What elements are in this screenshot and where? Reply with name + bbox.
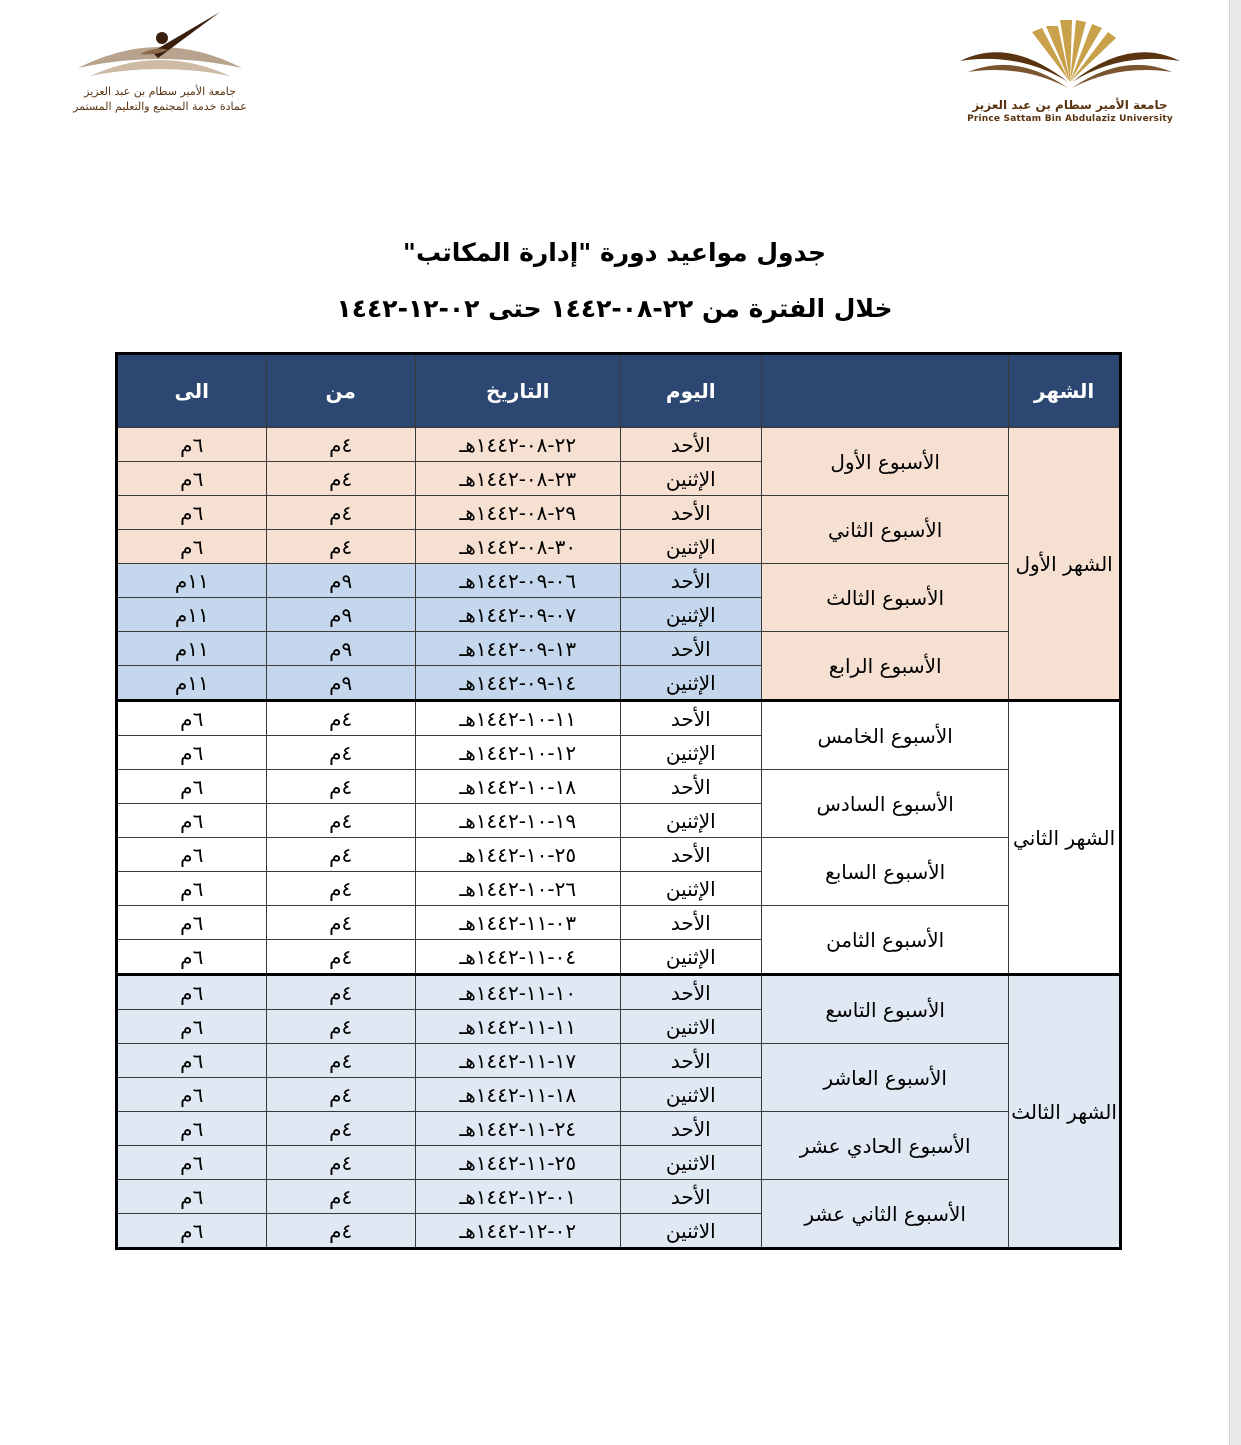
day-cell: الاثنين xyxy=(620,1146,762,1180)
date-cell: ١٢-١٠-١٤٤٢هـ xyxy=(415,736,620,770)
week-cell: الأسبوع العاشر xyxy=(762,1044,1009,1112)
to-cell: ٦م xyxy=(117,1078,267,1112)
table-row xyxy=(117,632,1121,666)
from-cell: ٤م xyxy=(266,1214,415,1249)
date-cell: ٠١-١٢-١٤٤٢هـ xyxy=(415,1180,620,1214)
to-cell: ٦م xyxy=(117,1146,267,1180)
day-cell: الأحد xyxy=(620,1180,762,1214)
date-cell: ٢٤-١١-١٤٤٢هـ xyxy=(415,1112,620,1146)
deanship-logo-line2: عمادة خدمة المجتمع والتعليم المستمر xyxy=(73,100,247,113)
week-cell: الأسبوع السابع xyxy=(762,838,1009,906)
from-cell: ٤م xyxy=(266,1112,415,1146)
to-cell: ٦م xyxy=(117,838,267,872)
from-cell: ٩م xyxy=(266,564,415,598)
day-cell: الإثنين xyxy=(620,804,762,838)
to-cell: ٦م xyxy=(117,530,267,564)
date-cell: ٢٩-٠٨-١٤٤٢هـ xyxy=(415,496,620,530)
from-cell: ٤م xyxy=(266,701,415,736)
date-cell: ١١-١١-١٤٤٢هـ xyxy=(415,1010,620,1044)
date-cell: ١٧-١١-١٤٤٢هـ xyxy=(415,1044,620,1078)
day-cell: الإثنين xyxy=(620,736,762,770)
to-cell: ٦م xyxy=(117,872,267,906)
header-day: اليوم xyxy=(620,354,762,428)
day-cell: الأحد xyxy=(620,770,762,804)
day-cell: الأحد xyxy=(620,906,762,940)
date-cell: ٢٦-١٠-١٤٤٢هـ xyxy=(415,872,620,906)
to-cell: ٦م xyxy=(117,496,267,530)
to-cell: ٦م xyxy=(117,462,267,496)
header-to: الى xyxy=(117,354,267,428)
from-cell: ٤م xyxy=(266,975,415,1010)
date-cell: ٠٧-٠٩-١٤٤٢هـ xyxy=(415,598,620,632)
from-cell: ٤م xyxy=(266,872,415,906)
header-date: التاريخ xyxy=(415,354,620,428)
date-cell: ٠٤-١١-١٤٤٢هـ xyxy=(415,940,620,975)
to-cell: ٦م xyxy=(117,975,267,1010)
page-title: جدول مواعيد دورة "إدارة المكاتب" xyxy=(402,238,827,267)
week-cell: الأسبوع الثاني xyxy=(762,496,1009,564)
deanship-emblem-icon xyxy=(70,6,250,84)
day-cell: الأحد xyxy=(620,1044,762,1078)
day-cell: الإثنين xyxy=(620,666,762,701)
date-cell: ١٠-١١-١٤٤٢هـ xyxy=(415,975,620,1010)
day-cell: الإثنين xyxy=(620,530,762,564)
table-row xyxy=(117,975,1121,1010)
from-cell: ٤م xyxy=(266,906,415,940)
from-cell: ٤م xyxy=(266,462,415,496)
from-cell: ٩م xyxy=(266,598,415,632)
from-cell: ٤م xyxy=(266,530,415,564)
date-cell: ١٩-١٠-١٤٤٢هـ xyxy=(415,804,620,838)
week-cell: الأسبوع الثامن xyxy=(762,906,1009,975)
day-cell: الإثنين xyxy=(620,940,762,975)
day-cell: الإثنين xyxy=(620,872,762,906)
from-cell: ٤م xyxy=(266,1010,415,1044)
day-cell: الأحد xyxy=(620,564,762,598)
date-cell: ١٨-١٠-١٤٤٢هـ xyxy=(415,770,620,804)
from-cell: ٤م xyxy=(266,1146,415,1180)
week-cell: الأسبوع الرابع xyxy=(762,632,1009,701)
to-cell: ٦م xyxy=(117,1010,267,1044)
from-cell: ٤م xyxy=(266,940,415,975)
week-cell: الأسبوع التاسع xyxy=(762,975,1009,1044)
table-row xyxy=(117,701,1121,736)
university-name-english: Prince Sattam Bin Abdulaziz University xyxy=(967,114,1173,124)
table-row xyxy=(117,838,1121,872)
page-subtitle: خلال الفترة من ٢٢-٠٨-١٤٤٢ حتى ٠٢-١٢-١٤٤٢ xyxy=(336,294,893,323)
from-cell: ٤م xyxy=(266,770,415,804)
deanship-logo-line1: جامعة الأمير سطام بن عبد العزيز xyxy=(84,85,236,98)
month-cell: الشهر الثالث xyxy=(1009,975,1121,1249)
table-row xyxy=(117,428,1121,462)
header-month: الشهر xyxy=(1009,354,1121,428)
from-cell: ٤م xyxy=(266,1078,415,1112)
table-row xyxy=(117,564,1121,598)
open-book-emblem-icon xyxy=(950,16,1190,96)
from-cell: ٩م xyxy=(266,632,415,666)
date-cell: ٠٢-١٢-١٤٤٢هـ xyxy=(415,1214,620,1249)
day-cell: الأحد xyxy=(620,701,762,736)
to-cell: ٦م xyxy=(117,804,267,838)
day-cell: الأحد xyxy=(620,1112,762,1146)
table-row xyxy=(117,770,1121,804)
date-cell: ٢٥-١٠-١٤٤٢هـ xyxy=(415,838,620,872)
date-cell: ١٨-١١-١٤٤٢هـ xyxy=(415,1078,620,1112)
from-cell: ٤م xyxy=(266,428,415,462)
to-cell: ٦م xyxy=(117,736,267,770)
from-cell: ٩م xyxy=(266,666,415,701)
header-week xyxy=(762,354,1009,428)
to-cell: ١١م xyxy=(117,632,267,666)
from-cell: ٤م xyxy=(266,736,415,770)
table-row xyxy=(117,496,1121,530)
to-cell: ٦م xyxy=(117,906,267,940)
to-cell: ٦م xyxy=(117,1180,267,1214)
day-cell: الإثنين xyxy=(620,462,762,496)
date-cell: ٠٦-٠٩-١٤٤٢هـ xyxy=(415,564,620,598)
date-cell: ١١-١٠-١٤٤٢هـ xyxy=(415,701,620,736)
schedule-table xyxy=(115,352,1122,1250)
to-cell: ١١م xyxy=(117,564,267,598)
week-cell: الأسبوع الخامس xyxy=(762,701,1009,770)
table-row xyxy=(117,1044,1121,1078)
month-cell: الشهر الأول xyxy=(1009,428,1121,701)
to-cell: ٦م xyxy=(117,940,267,975)
day-cell: الأحد xyxy=(620,496,762,530)
week-cell: الأسبوع الثالث xyxy=(762,564,1009,632)
header-from: من xyxy=(266,354,415,428)
table-row xyxy=(117,906,1121,940)
from-cell: ٤م xyxy=(266,838,415,872)
week-cell: الأسبوع الثاني عشر xyxy=(762,1180,1009,1249)
university-logo xyxy=(945,16,1195,131)
table-header-row xyxy=(117,354,1121,428)
day-cell: الاثنين xyxy=(620,1214,762,1249)
to-cell: ٦م xyxy=(117,428,267,462)
from-cell: ٤م xyxy=(266,1044,415,1078)
to-cell: ٦م xyxy=(117,770,267,804)
table-row xyxy=(117,1112,1121,1146)
from-cell: ٤م xyxy=(266,804,415,838)
day-cell: الإثنين xyxy=(620,598,762,632)
to-cell: ٦م xyxy=(117,1112,267,1146)
day-cell: الاثنين xyxy=(620,1078,762,1112)
day-cell: الأحد xyxy=(620,632,762,666)
from-cell: ٤م xyxy=(266,496,415,530)
month-cell: الشهر الثاني xyxy=(1009,701,1121,975)
date-cell: ٢٥-١١-١٤٤٢هـ xyxy=(415,1146,620,1180)
day-cell: الأحد xyxy=(620,975,762,1010)
date-cell: ٣٠-٠٨-١٤٤٢هـ xyxy=(415,530,620,564)
to-cell: ٦م xyxy=(117,1214,267,1249)
week-cell: الأسبوع الحادي عشر xyxy=(762,1112,1009,1180)
week-cell: الأسبوع السادس xyxy=(762,770,1009,838)
to-cell: ١١م xyxy=(117,666,267,701)
from-cell: ٤م xyxy=(266,1180,415,1214)
day-cell: الأحد xyxy=(620,428,762,462)
week-cell: الأسبوع الأول xyxy=(762,428,1009,496)
date-cell: ٢٢-٠٨-١٤٤٢هـ xyxy=(415,428,620,462)
day-cell: الأحد xyxy=(620,838,762,872)
date-cell: ٠٣-١١-١٤٤٢هـ xyxy=(415,906,620,940)
date-cell: ٢٣-٠٨-١٤٤٢هـ xyxy=(415,462,620,496)
date-cell: ١٤-٠٩-١٤٤٢هـ xyxy=(415,666,620,701)
date-cell: ١٣-٠٩-١٤٤٢هـ xyxy=(415,632,620,666)
day-cell: الاثنين xyxy=(620,1010,762,1044)
table-row xyxy=(117,1180,1121,1214)
to-cell: ٦م xyxy=(117,701,267,736)
to-cell: ٦م xyxy=(117,1044,267,1078)
university-name-arabic: جامعة الأمير سطام بن عبد العزيز xyxy=(972,98,1168,112)
deanship-logo xyxy=(65,6,255,118)
to-cell: ١١م xyxy=(117,598,267,632)
